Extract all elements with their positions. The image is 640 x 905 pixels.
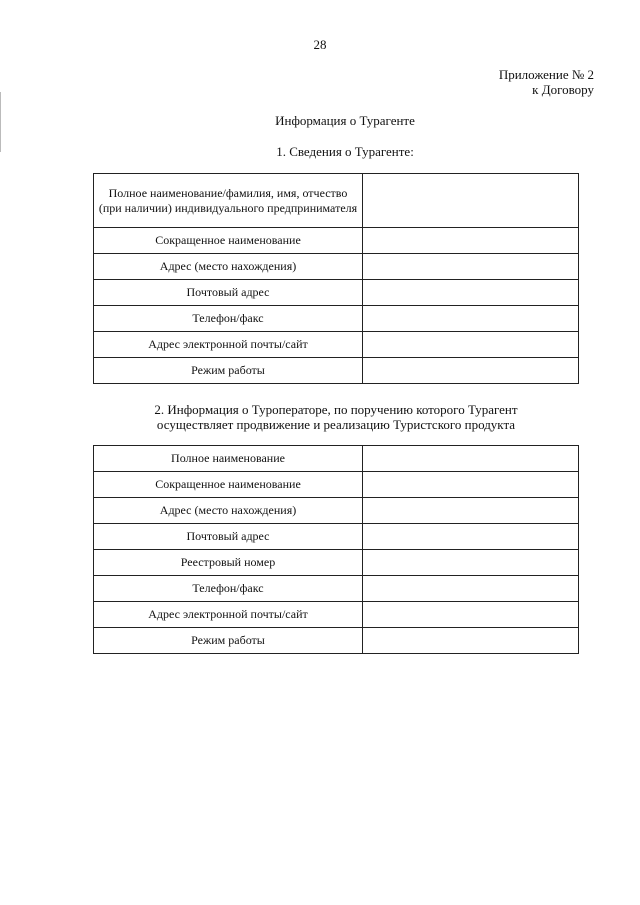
document-title: Информация о Турагенте — [275, 113, 415, 128]
table-row — [94, 306, 579, 332]
row-value-cell[interactable] — [363, 332, 579, 358]
row-value-cell[interactable] — [363, 306, 579, 332]
table-row — [94, 550, 579, 576]
touragent-info-table — [93, 173, 579, 384]
table-row — [94, 174, 579, 228]
row-value-cell[interactable] — [363, 576, 579, 602]
table-row — [94, 472, 579, 498]
row-value-cell[interactable] — [363, 550, 579, 576]
appendix-reference: к Договору — [532, 82, 594, 97]
row-label: Телефон/факс — [94, 576, 363, 602]
appendix-number: Приложение № 2 — [498, 67, 594, 82]
section2-title — [0, 402, 640, 432]
row-label: Сокращенное наименование — [94, 472, 363, 498]
row-label: Почтовый адрес — [94, 280, 363, 306]
row-value-cell[interactable] — [363, 628, 579, 654]
table-row — [94, 280, 579, 306]
row-label: Телефон/факс — [94, 306, 363, 332]
appendix-header — [499, 67, 594, 97]
row-label: Адрес (место нахождения) — [94, 254, 363, 280]
section1-title: 1. Сведения о Турагенте: — [276, 144, 414, 159]
row-value-cell[interactable] — [363, 472, 579, 498]
table-row — [94, 576, 579, 602]
table-row — [94, 228, 579, 254]
section2-title-line1: 2. Информация о Туроператоре, по поручению которого Турагент — [154, 402, 518, 417]
table-row — [94, 498, 579, 524]
row-value-cell[interactable] — [363, 358, 579, 384]
section2-title-line2: осуществляет продвижение и реализацию Туристского продукта — [156, 417, 516, 432]
row-label: Адрес электронной почты/сайт — [94, 602, 363, 628]
row-label: Сокращенное наименование — [94, 228, 363, 254]
row-label: Адрес (место нахождения) — [94, 498, 363, 524]
table-row — [94, 332, 579, 358]
row-value-cell[interactable] — [363, 254, 579, 280]
row-label: Режим работы — [94, 628, 363, 654]
row-value-cell[interactable] — [363, 446, 579, 472]
table-row — [94, 254, 579, 280]
page-number: 28 — [313, 37, 327, 52]
table-row — [94, 358, 579, 384]
table-row — [94, 628, 579, 654]
table-row — [94, 446, 579, 472]
row-label: Полное наименование — [94, 446, 363, 472]
row-value-cell[interactable] — [363, 498, 579, 524]
row-label: Адрес электронной почты/сайт — [94, 332, 363, 358]
touroperator-info-table — [93, 445, 579, 654]
row-label: Режим работы — [94, 358, 363, 384]
table-row — [94, 524, 579, 550]
row-value-cell[interactable] — [363, 602, 579, 628]
row-value-cell[interactable] — [363, 524, 579, 550]
row-value-cell[interactable] — [363, 228, 579, 254]
row-label: Полное наименование/фамилия, имя, отчество (при наличии) индивидуального предпринимателя — [94, 174, 363, 228]
row-label: Почтовый адрес — [94, 524, 363, 550]
row-label: Реестровый номер — [94, 550, 363, 576]
row-value-cell[interactable] — [363, 174, 579, 228]
table-row — [94, 602, 579, 628]
row-value-cell[interactable] — [363, 280, 579, 306]
